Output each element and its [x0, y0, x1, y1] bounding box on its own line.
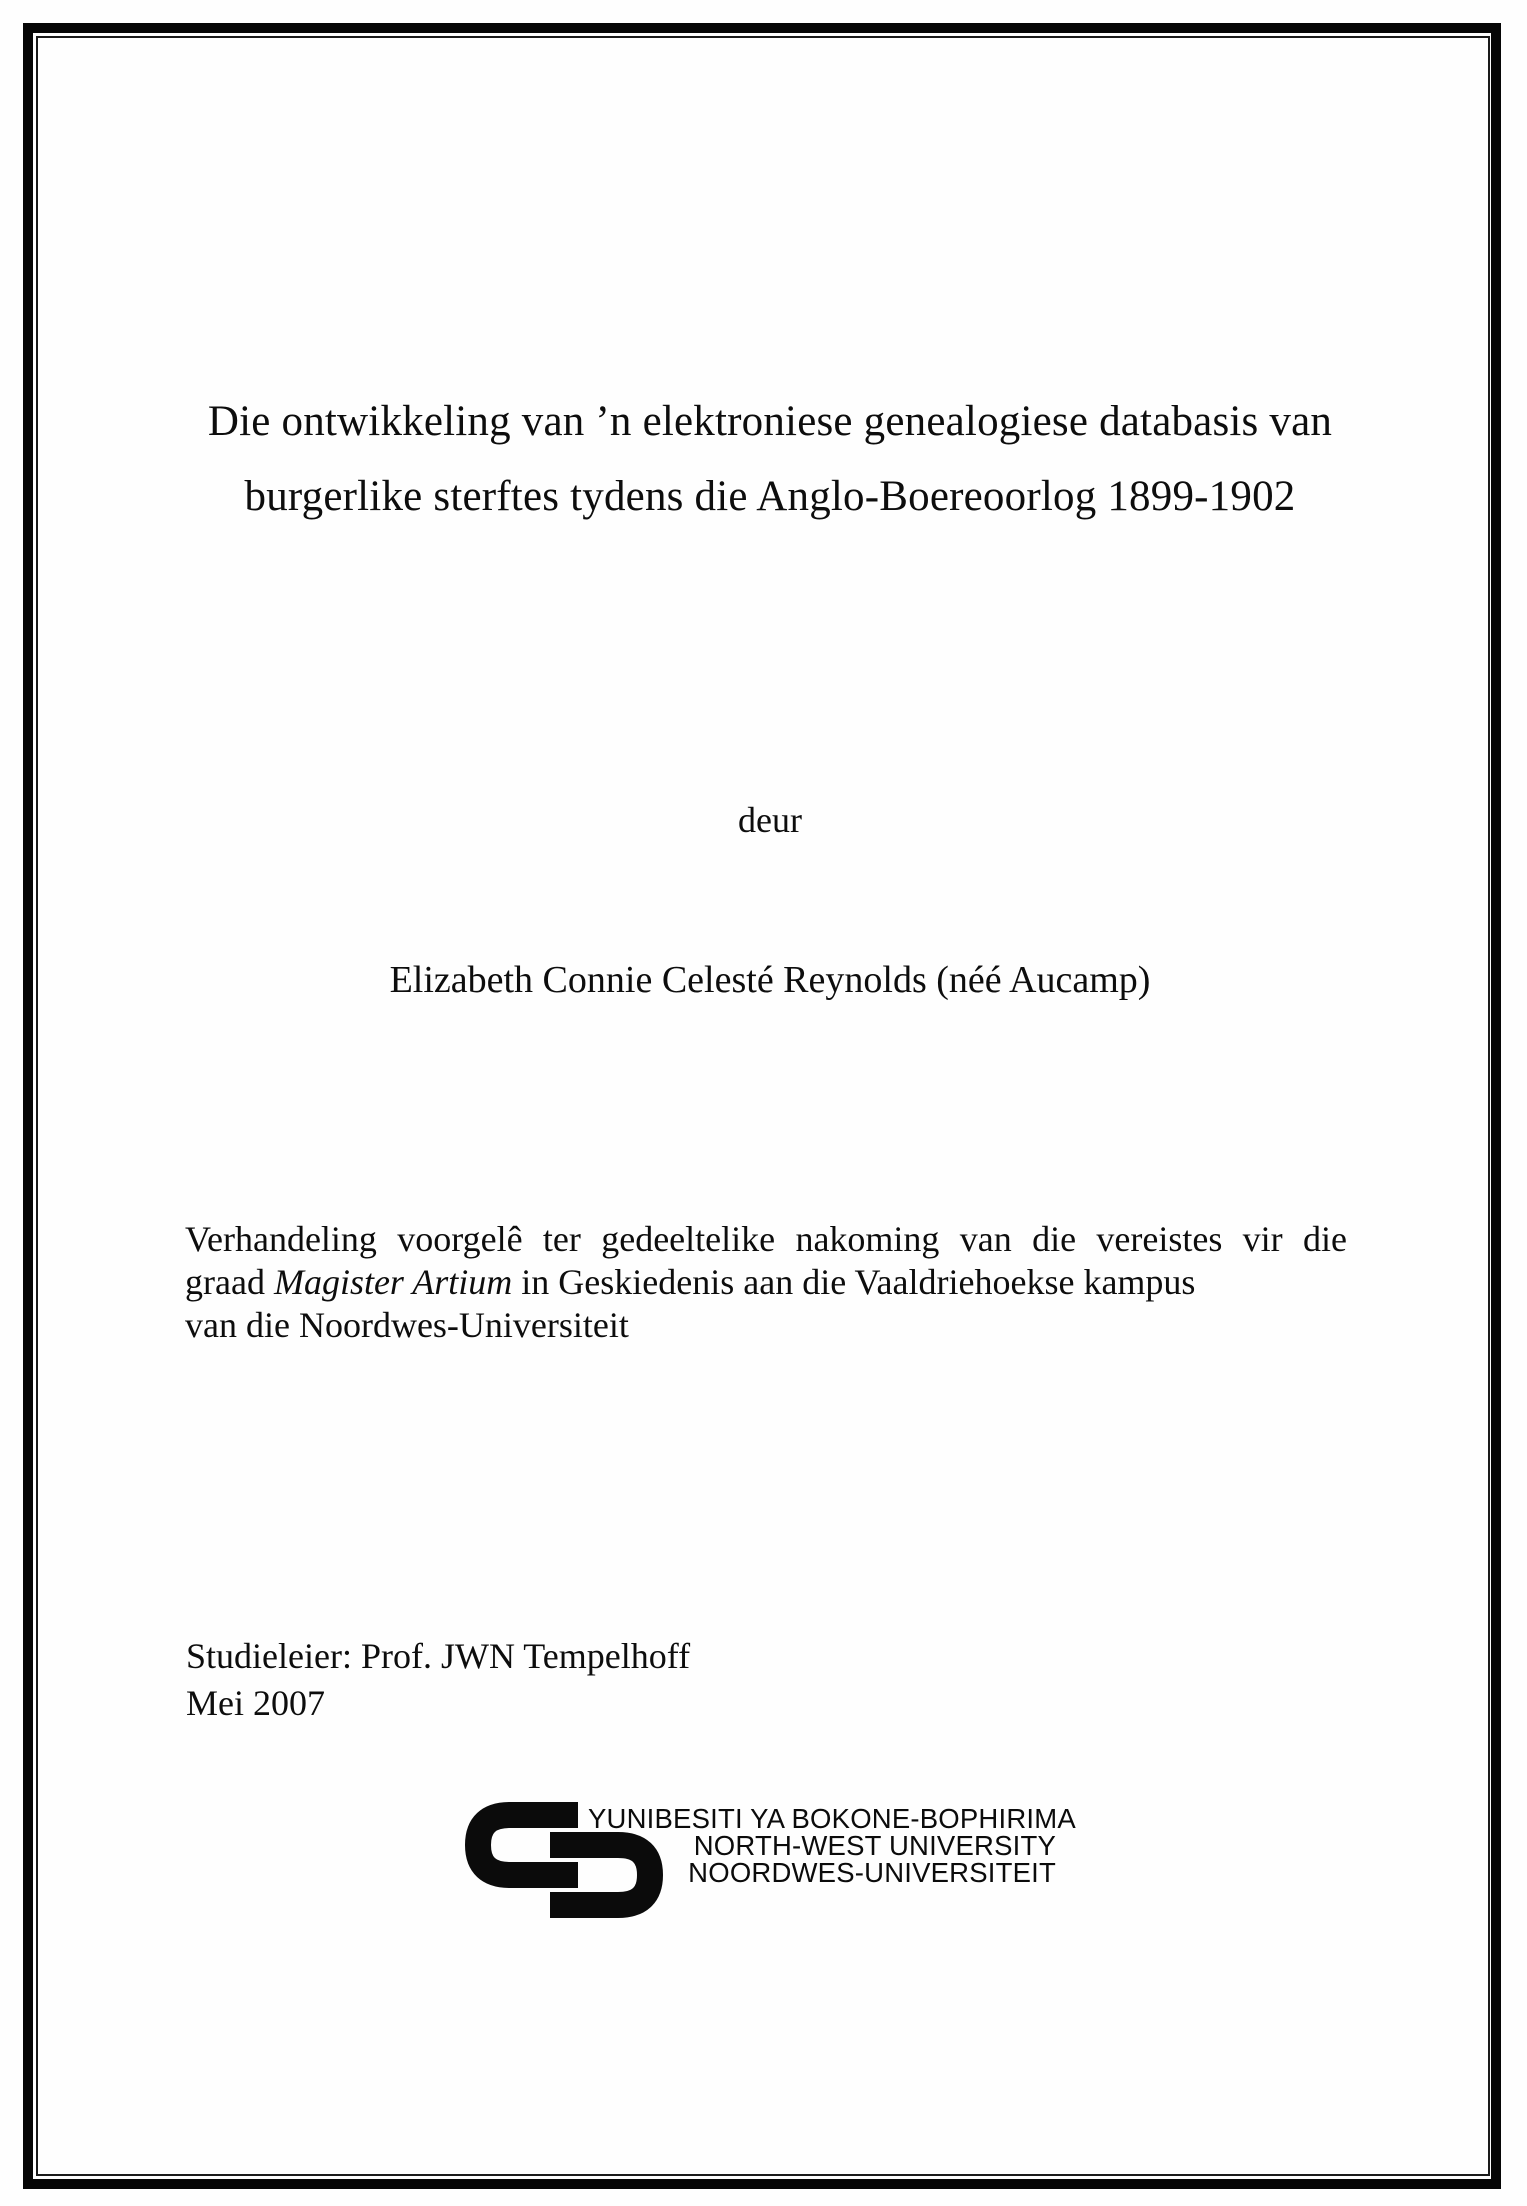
degree-name-italic: Magister Artium [273, 1262, 513, 1302]
degree-statement [185, 1218, 1347, 1347]
logo-name-afrikaans: NOORDWES-UNIVERSITEIT [688, 1857, 1056, 1888]
university-logo-text [588, 1803, 1076, 1888]
university-logo [464, 1801, 1076, 1941]
date-line: Mei 2007 [186, 1683, 325, 1723]
supervisor-line: Studieleier: Prof. JWN Tempelhoff [186, 1636, 691, 1676]
logo-name-setswana: YUNIBESITI YA BOKONE-BOPHIRIMA [588, 1803, 1076, 1834]
byline-deur: deur [738, 800, 802, 840]
degree-statement-line2-prefix: graad [185, 1262, 274, 1302]
degree-statement-line3: van die Noordwes-Universiteit [185, 1305, 629, 1345]
supervisor-block [186, 1633, 1086, 1727]
author-name: Elizabeth Connie Celesté Reynolds (néé Aucamp) [389, 959, 1151, 1001]
degree-statement-line1: Verhandeling voorgelê ter gedeeltelike nakoming van die vereistes vir die [185, 1219, 1347, 1259]
thesis-title-line1: Die ontwikkeling van ’n elektroniese genealogiese databasis van [207, 398, 1333, 445]
logo-name-english: NORTH-WEST UNIVERSITY [693, 1830, 1056, 1861]
degree-statement-line2 [185, 1261, 1347, 1304]
thesis-title [190, 384, 1350, 534]
degree-statement-line2-suffix: in Geskiedenis aan die Vaaldriehoekse kampus [512, 1262, 1196, 1302]
thesis-title-line2: burgerlike sterftes tydens die Anglo-Boereoorlog 1899-1902 [244, 473, 1296, 520]
